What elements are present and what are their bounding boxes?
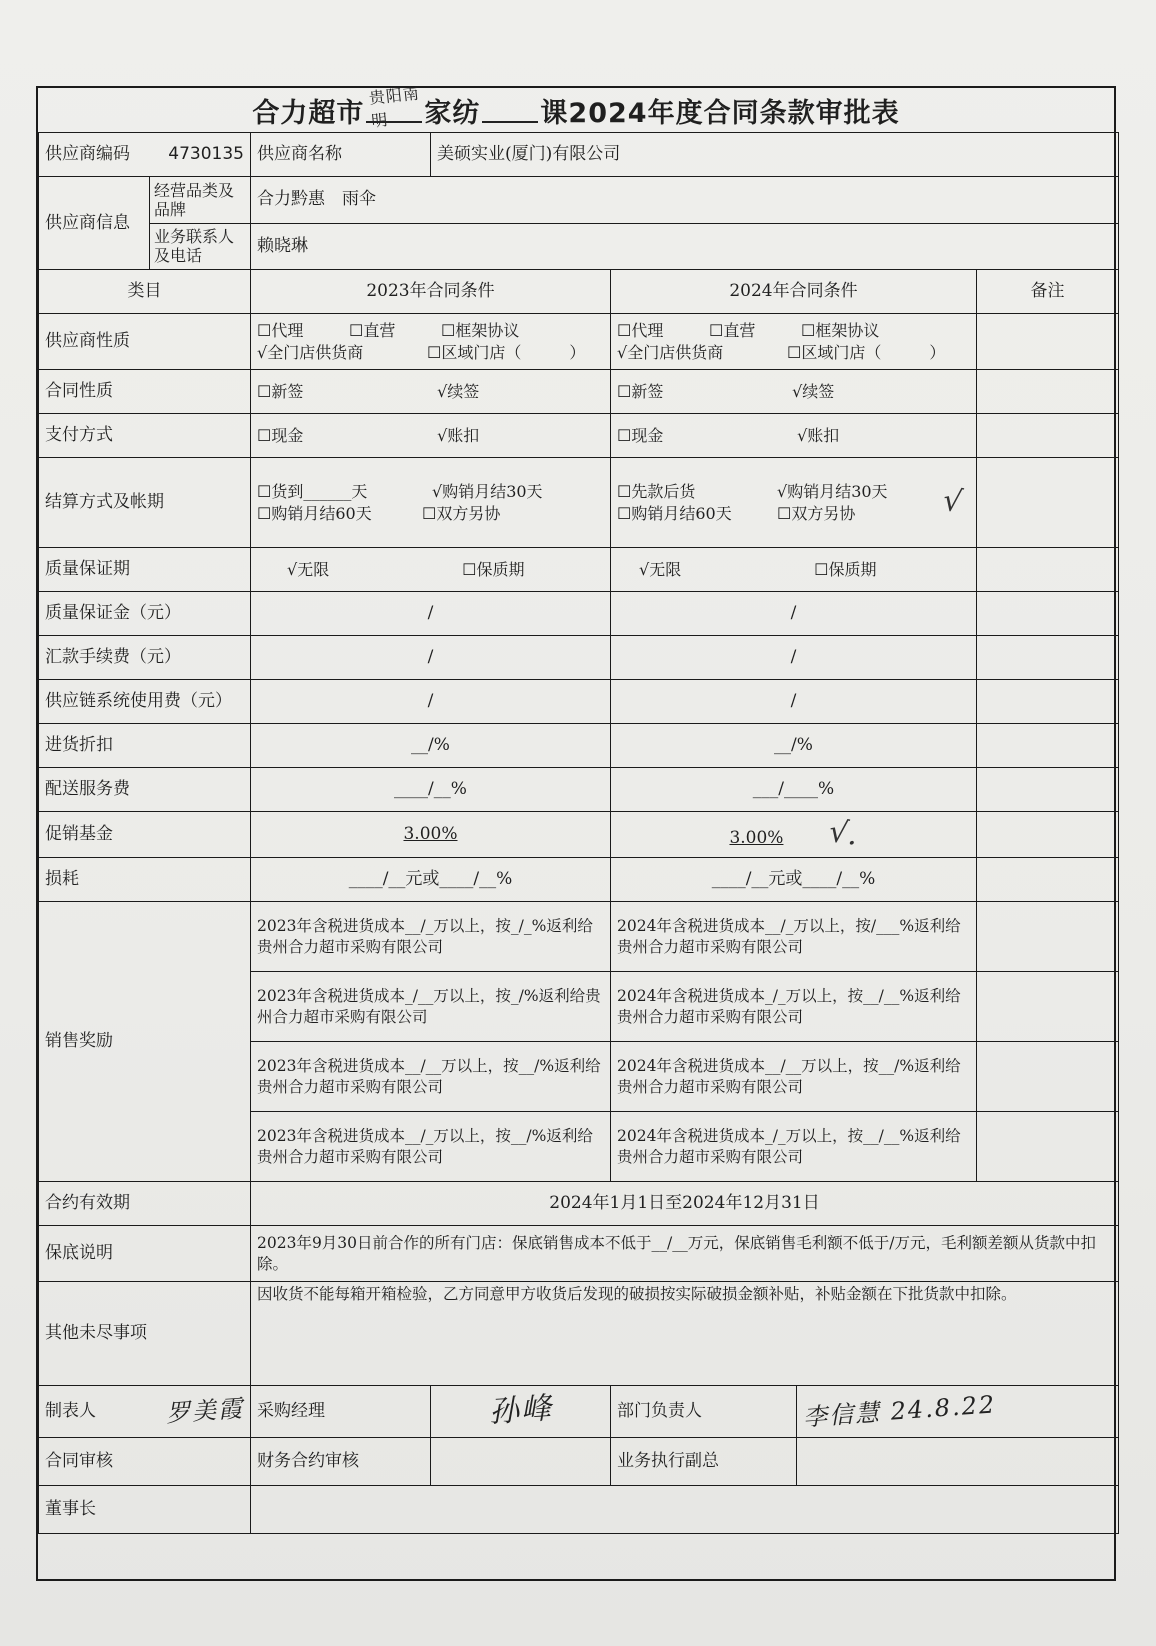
remit-fee-label: 汇款手续费（元） [39,636,251,680]
loss-row [39,858,1119,902]
settlement-2024 [611,458,977,548]
option-monthly30-2024: √购销月结30天 [777,481,888,501]
option-cash-2024: ☐现金 [617,425,664,445]
conditions-header-row [39,270,1119,314]
vp-label: 业务执行副总 [611,1438,797,1486]
option-agent-2023: ☐代理 [257,320,304,340]
option-monthly60-2023: ☐购销月结60天 [257,503,372,523]
guarantee-label: 保底说明 [39,1226,251,1282]
header-remark: 备注 [977,270,1119,314]
loss-label: 损耗 [39,858,251,902]
contact-value: 赖晓琳 [251,223,1119,270]
purchase-manager-signature-cell [431,1386,611,1438]
remit-fee-2024: / [611,636,977,680]
chairman-label: 董事长 [39,1486,251,1534]
payment-2023 [251,414,611,458]
purchase-manager-signature: 孙峰 [487,1391,554,1431]
reward-remark-2 [977,972,1119,1042]
vp-signature [797,1438,1119,1486]
option-renew-2024: √续签 [792,381,835,401]
warranty-row [39,548,1119,592]
contract-nature-row [39,370,1119,414]
payment-label: 支付方式 [39,414,251,458]
scm-fee-row [39,680,1119,724]
sales-reward-row-1 [39,902,1119,972]
form-table [38,132,1119,1534]
remit-fee-2023: / [251,636,611,680]
contract-nature-remark [977,370,1119,414]
form-title [38,83,1114,132]
nature-2023 [251,314,611,370]
payment-remark [977,414,1119,458]
reward-2024-2: 2024年含税进货成本_/_万以上，按__/__%返利给贵州合力超市采购有限公司 [611,972,977,1042]
header-2024: 2024年合同条件 [611,270,977,314]
reward-2024-1: 2024年含税进货成本__/_万以上，按/___%返利给贵州合力超市采购有限公司 [611,902,977,972]
other-label: 其他未尽事项 [39,1282,251,1386]
sales-reward-label: 销售奖励 [39,902,251,1182]
guarantee-value: 2023年9月30日前合作的所有门店：保底销售成本不低于__/__万元，保底销售毛利额不低于/万元，毛利额差额从货款中扣除。 [251,1226,1119,1282]
reward-remark-3 [977,1042,1119,1112]
delivery-fee-remark [977,768,1119,812]
reward-2024-3: 2024年含税进货成本__/__万以上，按__/%返利给贵州合力超市采购有限公司 [611,1042,977,1112]
reward-2023-3: 2023年含税进货成本__/__万以上，按__/%返利给贵州合力超市采购有限公司 [251,1042,611,1112]
delivery-fee-row [39,768,1119,812]
delivery-fee-label: 配送服务费 [39,768,251,812]
option-all-store-2024: √全门店供货商 [617,342,724,362]
supplier-code-label: 供应商编码 4730135 [39,133,251,177]
signature-row-2 [39,1438,1119,1486]
scm-fee-label: 供应链系统使用费（元） [39,680,251,724]
contract-review-label: 合同审核 [39,1438,251,1486]
option-unlimited-2023: √无限 [287,559,330,579]
option-negotiated-2024: ☐双方另协 [777,503,856,523]
settlement-row [39,458,1119,548]
reward-2023-2: 2023年含税进货成本_/__万以上，按_/%返利给贵州合力超市采购有限公司 [251,972,611,1042]
finance-review-label: 财务合约审核 [251,1438,431,1486]
reward-2023-4: 2023年含税进货成本__/_万以上，按__/%返利给贵州合力超市采购有限公司 [251,1112,611,1182]
option-direct-2023: ☐直营 [349,320,396,340]
promo-fund-remark [977,812,1119,858]
contract-nature-label: 合同性质 [39,370,251,414]
reward-remark-1 [977,902,1119,972]
deposit-label: 质量保证金（元） [39,592,251,636]
supplier-info-label: 供应商信息 经营品类及品牌 业务联系人及电话 [39,177,251,270]
signature-row-1 [39,1386,1119,1438]
option-on-arrival-2023: ☐货到______天 [257,481,368,501]
option-shelf-2023: ☐保质期 [462,559,525,579]
supplier-code-row [39,133,1119,177]
promo-fund-row [39,812,1119,858]
option-shelf-2024: ☐保质期 [814,559,877,579]
discount-row [39,724,1119,768]
contract-nature-2023 [251,370,611,414]
title-dept-blank [366,83,422,131]
warranty-remark [977,548,1119,592]
option-all-store-2023: √全门店供货商 [257,342,364,362]
settlement-label: 结算方式及帐期 [39,458,251,548]
option-negotiated-2023: ☐双方另协 [422,503,501,523]
nature-remark [977,314,1119,370]
title-blank-2 [482,97,538,123]
deposit-remark [977,592,1119,636]
option-agent-2024: ☐代理 [617,320,664,340]
validity-label: 合约有效期 [39,1182,251,1226]
header-category: 类目 [39,270,251,314]
option-new-2023: ☐新签 [257,381,304,401]
discount-label: 进货折扣 [39,724,251,768]
remit-fee-remark [977,636,1119,680]
supplier-name-label: 供应商名称 [251,133,431,177]
supplier-category-row [39,177,1119,224]
settlement-2023 [251,458,611,548]
chairman-row [39,1486,1119,1534]
option-renew-2023: √续签 [437,381,480,401]
settlement-remark [940,458,1119,548]
option-framework-2024: ☐框架协议 [801,320,880,340]
warranty-2024 [611,548,977,592]
validity-row [39,1182,1119,1226]
promo-fund-label: 促销基金 [39,812,251,858]
dept-head-signature-cell [797,1386,1119,1438]
remit-fee-row [39,636,1119,680]
option-monthly60-2024: ☐购销月结60天 [617,503,732,523]
handwritten-dept: 贵阳南明 [368,83,422,131]
supplier-code-value: 4730135 [168,144,244,165]
contact-label: 业务联系人及电话 [154,227,235,266]
maker-label: 制表人 [45,1401,96,1422]
option-regional-2024: ☐区域门店（ ） [787,342,946,362]
payment-row [39,414,1119,458]
payment-2024 [611,414,977,458]
option-deduct-2024: √账扣 [797,425,840,445]
loss-2024: ____/__元或____/__% [611,858,977,902]
delivery-fee-2024: ___/____% [611,768,977,812]
category-value: 合力黔惠 雨伞 [251,177,1119,224]
approval-form [36,83,1116,1581]
dept-head-label: 部门负责人 [611,1386,797,1438]
loss-remark [977,858,1119,902]
title-prefix: 合力超市 [252,97,365,129]
deposit-2024: / [611,592,977,636]
option-cash-2023: ☐现金 [257,425,304,445]
discount-remark [977,724,1119,768]
title-suffix: 课2024年度合同条款审批表 [540,97,900,129]
guarantee-row [39,1226,1119,1282]
option-framework-2023: ☐框架协议 [441,320,520,340]
reward-2024-4: 2024年含税进货成本_/_万以上，按__/__%返利给贵州合力超市采购有限公司 [611,1112,977,1182]
reward-remark-4 [977,1112,1119,1182]
contract-nature-2024 [611,370,977,414]
other-row [39,1282,1119,1386]
promo-fund-2024 [611,812,977,858]
supplier-name-value: 美硕实业(厦门)有限公司 [431,133,1119,177]
validity-value: 2024年1月1日至2024年12月31日 [251,1182,1119,1226]
dept-head-signature: 李信慧 24.8.22 [802,1390,997,1433]
supplier-nature-label: 供应商性质 [39,314,251,370]
header-2023: 2023年合同条件 [251,270,611,314]
loss-2023: ____/__元或____/__% [251,858,611,902]
finance-review-signature [431,1438,611,1486]
warranty-2023 [251,548,611,592]
option-new-2024: ☐新签 [617,381,664,401]
category-label: 经营品类及品牌 [150,177,250,224]
scm-fee-2024: / [611,680,977,724]
option-deduct-2023: √账扣 [437,425,480,445]
chairman-signature [251,1486,1119,1534]
reward-2023-1: 2023年含税进货成本__/_万以上，按_/_%返利给贵州合力超市采购有限公司 [251,902,611,972]
supplier-nature-row [39,314,1119,370]
warranty-label: 质量保证期 [39,548,251,592]
delivery-fee-2023: ____/__% [251,768,611,812]
deposit-2023: / [251,592,611,636]
discount-2024: __/% [611,724,977,768]
maker-signature: 罗美霞 [165,1394,245,1428]
settlement-check-mark: √ [940,483,965,521]
scm-fee-2023: / [251,680,611,724]
option-unlimited-2024: √无限 [639,559,682,579]
other-value: 因收货不能每箱开箱检验，乙方同意甲方收货后发现的破损按实际破损金额补贴，补贴金额在下批货款中扣除。 [251,1282,1119,1386]
option-regional-2023: ☐区域门店（ ） [427,342,586,362]
option-monthly30-2023: √购销月结30天 [432,481,543,501]
maker-cell [39,1386,251,1438]
promo-fund-2024-value: 3.00% [729,828,784,849]
promo-fund-2023: 3.00% [251,812,611,858]
promo-check-mark: √. [826,814,860,854]
scm-fee-remark [977,680,1119,724]
discount-2023: __/% [251,724,611,768]
nature-2024 [611,314,977,370]
purchase-manager-label: 采购经理 [251,1386,431,1438]
deposit-row [39,592,1119,636]
option-direct-2024: ☐直营 [709,320,756,340]
option-prepay-2024: ☐先款后货 [617,481,696,501]
title-middle: 家纺 [424,97,481,129]
